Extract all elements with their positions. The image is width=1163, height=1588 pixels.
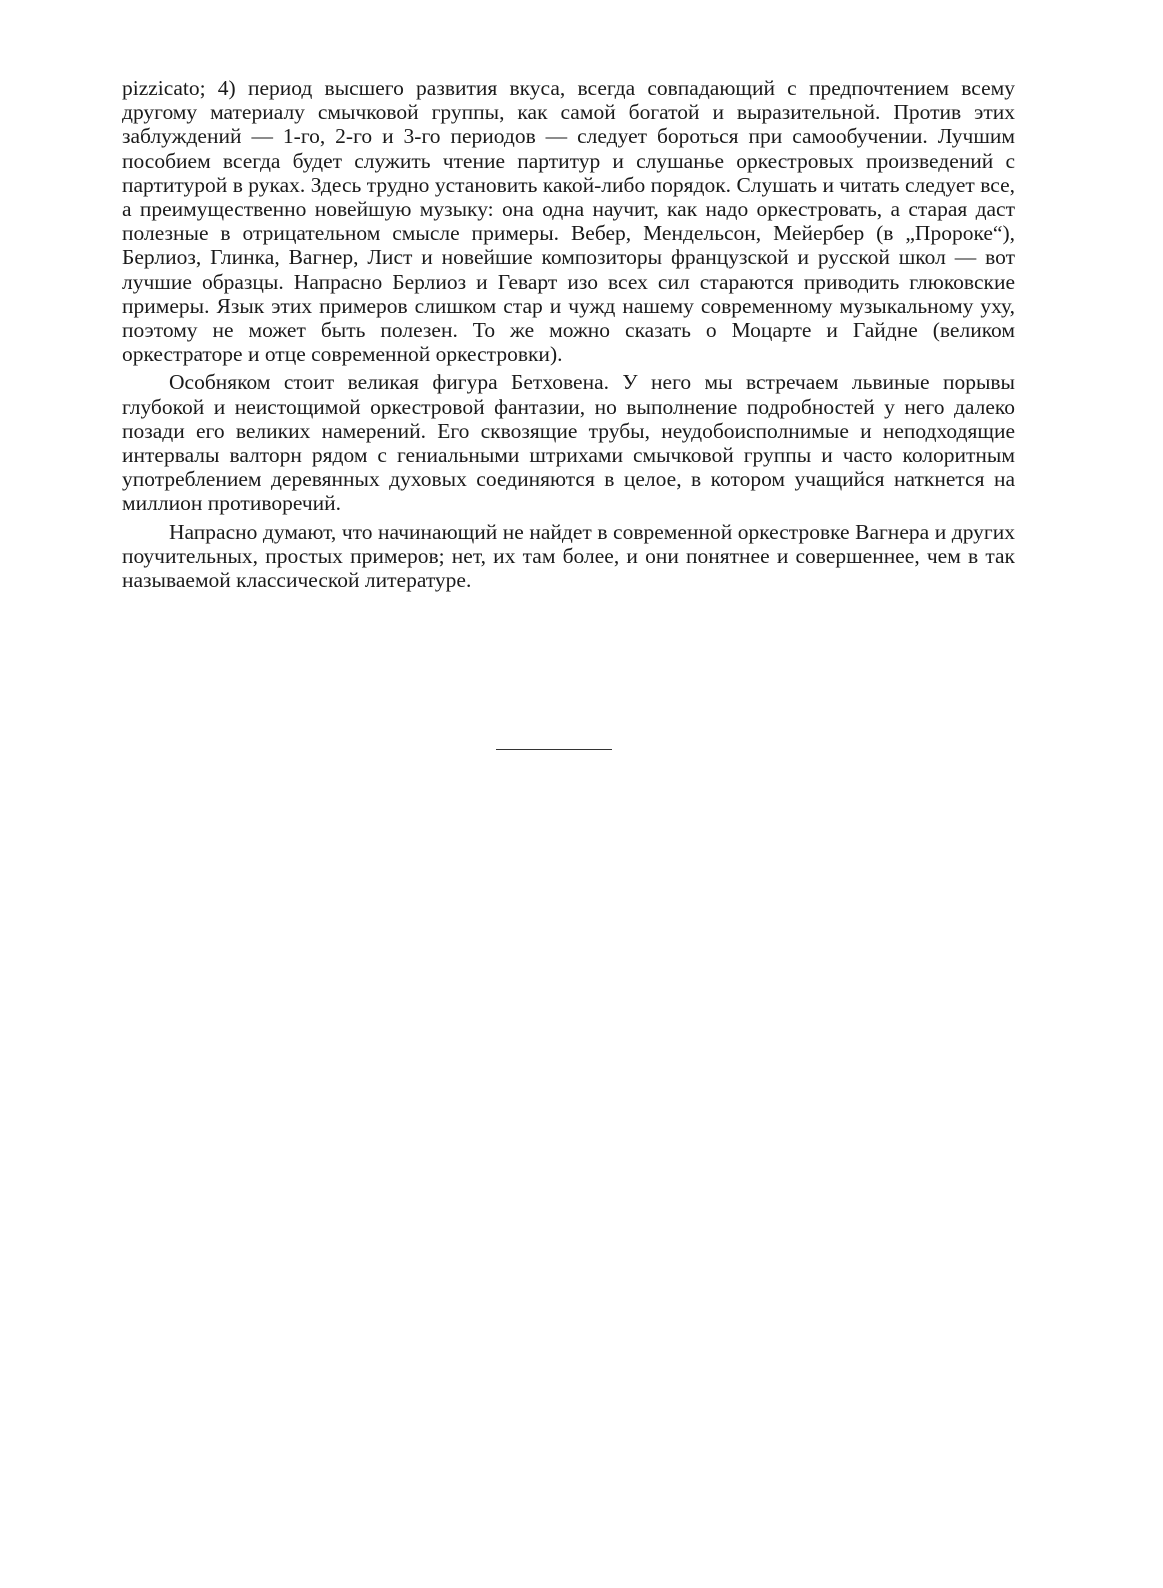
paragraph-continuation: pizzicato; 4) период высшего развития вкуса, всегда совпадающий с предпочтением всему другому материалу смычковой группы, как самой богатой и выразительной. Против этих заблуждений — 1-го, 2-го и 3-го периодов — следует бороться при самообучении. Лучшим пособием всегда будет служить чтение партитур и слушанье оркестровых произведений с партитурой в руках. Здесь трудно установить какой-либо порядок. Слушать и читать следует все, а преимущественно новейшую музыку: она одна научит, как надо оркестровать, а старая даст полезные в отрицательном смысле примеры. Вебер, Мендельсон, Мейербер (в „Пророке“), Берлиоз, Глинка, Вагнер, Лист и новейшие композиторы французской и русской школ — вот лучшие образцы. Напрасно Берлиоз и Геварт изо всех сил стараются приводить глюковские примеры. Язык этих примеров слишком стар и чужд нашему современному музыкальному уху, поэтому не может быть полезен. То же можно сказать о Моцарте и Гайдне (великом оркестраторе и отце современной оркестровки). [122, 76, 1015, 367]
section-end-rule [496, 749, 612, 750]
body-text [122, 76, 1015, 592]
paragraph-beethoven: Особняком стоит великая фигура Бетховена. У него мы встречаем львиные порывы глубокой и неистощимой оркестровой фантазии, но выполнение подробностей у него далеко позади его великих намерений. Его сквозящие трубы, неудобоисполнимые и неподходящие интервалы валторн рядом с гениальными штрихами смычковой группы и часто колоритным употреблением деревянных духовых соединяются в целое, в котором учащийся наткнется на миллион противоречий. [122, 370, 1015, 516]
paragraph-wagner: Напрасно думают, что начинающий не найдет в современной оркестровке Вагнера и других поучительных, простых примеров; нет, их там более, и они понятнее и совершеннее, чем в так называемой классической литературе. [122, 519, 1015, 593]
